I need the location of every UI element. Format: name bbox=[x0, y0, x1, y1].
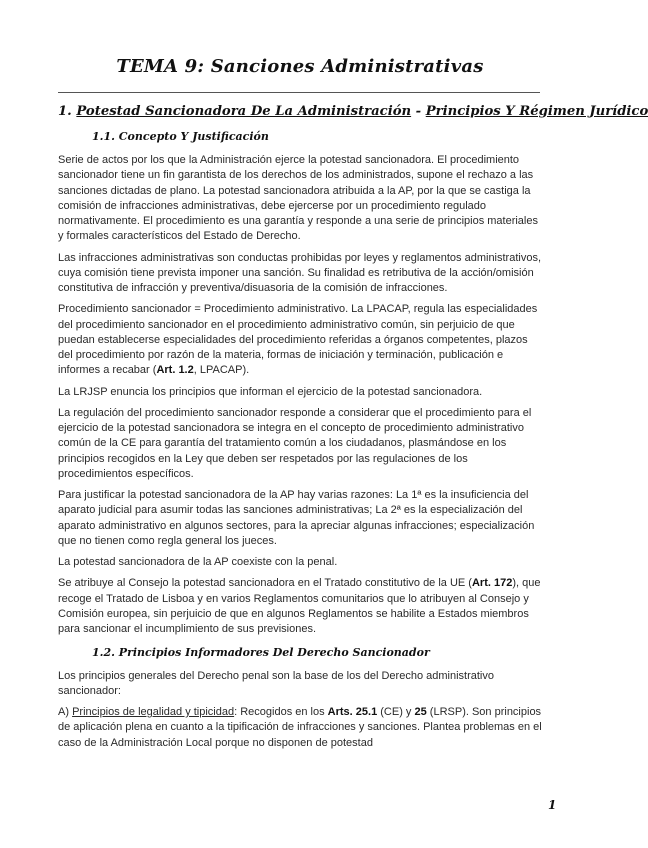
article-reference: 25 bbox=[414, 706, 427, 718]
paragraph-2: Las infracciones administrativas son conductas prohibidas por leyes y reglamentos administrativos, cuya comisión tiene prevista imponer una sanción. Su finalidad es retributiva de la acción/omisión constitutiva de infracción y preventiva/disuasoria de la comisión de infracciones. bbox=[58, 251, 542, 294]
paragraph-8-text: Se atribuye al Consejo la potestad sancionadora en el Tratado constitutivo de la UE ( bbox=[58, 577, 472, 590]
subsection-heading-1-1: 1.1. Concepto Y Justificación bbox=[92, 130, 269, 143]
section-number: 1. bbox=[58, 104, 72, 119]
paragraph-10-text: : Recogidos en los bbox=[234, 706, 328, 718]
paragraph-3-end: , LPACAP). bbox=[193, 364, 250, 377]
paragraph-3-text: Procedimiento sancionador = Procedimiento administrativo. La LPACAP, regula las especialidades del procedimiento sancionador en el procedimiento administrativo común, sin perjuicio de que puedan establecerse especialidades del procedimiento referidas a órganos competentes, plazos del procedimiento por razón de la materia, formas de iniciación y terminación, publicación e informes a recabar ( bbox=[58, 303, 538, 377]
paragraph-4: La LRJSP enuncia los principios que informan el ejercicio de la potestad sancionadora. bbox=[58, 385, 483, 398]
section-heading-part2: Principios Y Régimen Jurídico bbox=[425, 104, 648, 119]
paragraph-3 bbox=[58, 302, 544, 378]
article-reference: Art. 172 bbox=[471, 577, 513, 590]
page-number: 1 bbox=[548, 798, 557, 812]
paragraph-10 bbox=[58, 705, 544, 751]
paragraph-10-end: (LRSP). Son principios de aplicación plena en cuanto a la tipificación de infracciones y sanciones. Plantea problemas en el caso de la Administración Local porque no disponen de potestad bbox=[58, 706, 542, 749]
paragraph-6: Para justificar la potestad sancionadora de la AP hay varias razones: La 1ª es la insuficiencia del aparato judicial para asumir todas las sanciones administrativas; La 2ª es la especialización del aparato administrativo en algunos sectores, para la apreciar algunas infracciones; especialización que no tienen como regla general los jueces. bbox=[58, 489, 535, 547]
section-heading-separator: - bbox=[411, 104, 426, 119]
section-heading-1 bbox=[58, 104, 648, 119]
paragraph-8-end: ), que recoge el Tratado de Lisboa y en varios Reglamentos comunitarios que lo atribuyen al Consejo y Comisión europea, sin perjuicio de que en algunos Reglamentos se habilite a Estados miembros para sancionar el incumplimiento de sus previsiones. bbox=[58, 577, 541, 635]
article-reference: Art. 1.2 bbox=[156, 364, 194, 377]
document-title: TEMA 9: Sanciones Administrativas bbox=[116, 56, 484, 77]
document-body bbox=[58, 153, 544, 757]
title-divider bbox=[58, 92, 540, 93]
paragraph-9: Los principios generales del Derecho penal son la base de los del Derecho administrativo sancionador: bbox=[58, 669, 494, 697]
article-reference: Arts. 25.1 bbox=[327, 706, 378, 718]
subsection-heading-1-2: 1.2. Principios Informadores Del Derecho Sancionador bbox=[92, 646, 430, 660]
paragraph-7: La potestad sancionadora de la AP coexiste con la penal. bbox=[58, 556, 338, 568]
paragraph-1: Serie de actos por los que la Administración ejerce la potestad sancionadora. El procedimiento sancionador tiene un fin garantista de los derechos de los administrados, supone el rechazo a las sanciones dictadas de plano. La potestad sancionadora atribuida a la AP, por la que se castiga la comisión de infracciones administrativas, debe ejercerse por un procedimiento regulado normativamente. El procedimiento es una garantía y responde a una serie de principios materiales y formales característicos del Estado de Derecho. bbox=[58, 154, 538, 243]
paragraph-5: La regulación del procedimiento sancionador responde a considerar que el procedimiento para el ejercicio de la potestad sancionadora se integra en el concepto de procedimiento administrativo común de la CE para garantía del tratamiento común a los ciudadanos, plasmándose en los principios recogidos en la Ley que deben ser respetados por las regulaciones de los procedimientos específicos. bbox=[58, 406, 532, 480]
principle-label: Principios de legalidad y tipicidad bbox=[72, 706, 235, 718]
paragraph-10-mid: (CE) y bbox=[377, 706, 415, 718]
paragraph-8 bbox=[58, 576, 544, 637]
list-marker: A) bbox=[58, 706, 73, 718]
section-heading-part1: Potestad Sancionadora De La Administración bbox=[76, 104, 412, 119]
